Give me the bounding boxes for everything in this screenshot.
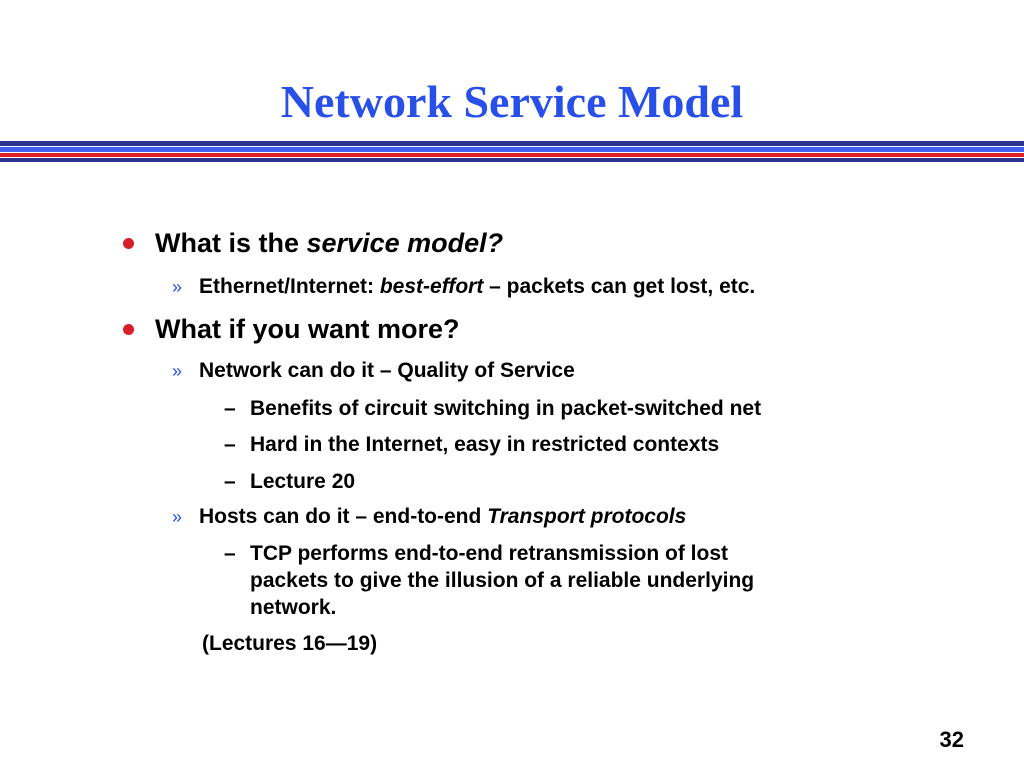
detail-hard-in-internet	[224, 431, 720, 458]
dash-marker-icon: –	[224, 397, 236, 420]
detail-line: network.	[250, 596, 337, 619]
detail-line: TCP performs end-to-end retransmission of lost	[250, 542, 729, 565]
bullet-want-more	[155, 313, 460, 345]
sub-bullet-hosts	[172, 504, 687, 530]
dash-marker-icon: –	[224, 433, 236, 456]
lectures-note: (Lectures 16—19)	[202, 632, 378, 655]
bullet-emphasis: service model?	[306, 228, 504, 258]
slide-title: Network Service Model	[280, 76, 744, 127]
detail-text: Lecture 20	[250, 470, 356, 493]
dash-marker-icon: –	[224, 542, 236, 565]
sub-bullet-emphasis: best-effort	[379, 275, 484, 298]
chevron-marker-icon: »	[172, 507, 183, 527]
detail-tcp	[224, 540, 755, 621]
detail-text: Benefits of circuit switching in packet-switched net	[250, 397, 762, 420]
bullet-dot-icon	[123, 238, 134, 249]
page-number: 32	[939, 727, 964, 752]
detail-circuit-switching	[224, 395, 762, 422]
bullet-text: What if you want more?	[155, 314, 460, 344]
detail-lecture-20	[224, 468, 356, 495]
bullet-text: What is the	[155, 228, 307, 258]
chevron-marker-icon: »	[172, 277, 183, 297]
sub-bullet-text: Network can do it – Quality of Service	[199, 359, 575, 382]
chevron-marker-icon: »	[172, 361, 183, 381]
bullet-service-model	[155, 227, 503, 259]
detail-text: Hard in the Internet, easy in restricted contexts	[250, 433, 720, 456]
bullet-dot-icon	[123, 324, 134, 335]
sub-bullet-lead: Hosts can do it – end-to-end	[199, 505, 488, 528]
dash-marker-icon: –	[224, 470, 236, 493]
sub-bullet-ethernet	[172, 274, 756, 300]
sub-bullet-emphasis: Transport protocols	[487, 505, 687, 528]
sub-bullet-network	[172, 358, 575, 384]
sub-bullet-lead: Ethernet/Internet:	[199, 275, 380, 298]
sub-bullet-rest: – packets can get lost, etc.	[483, 275, 756, 298]
detail-line: packets to give the illusion of a reliable underlying	[250, 569, 755, 592]
